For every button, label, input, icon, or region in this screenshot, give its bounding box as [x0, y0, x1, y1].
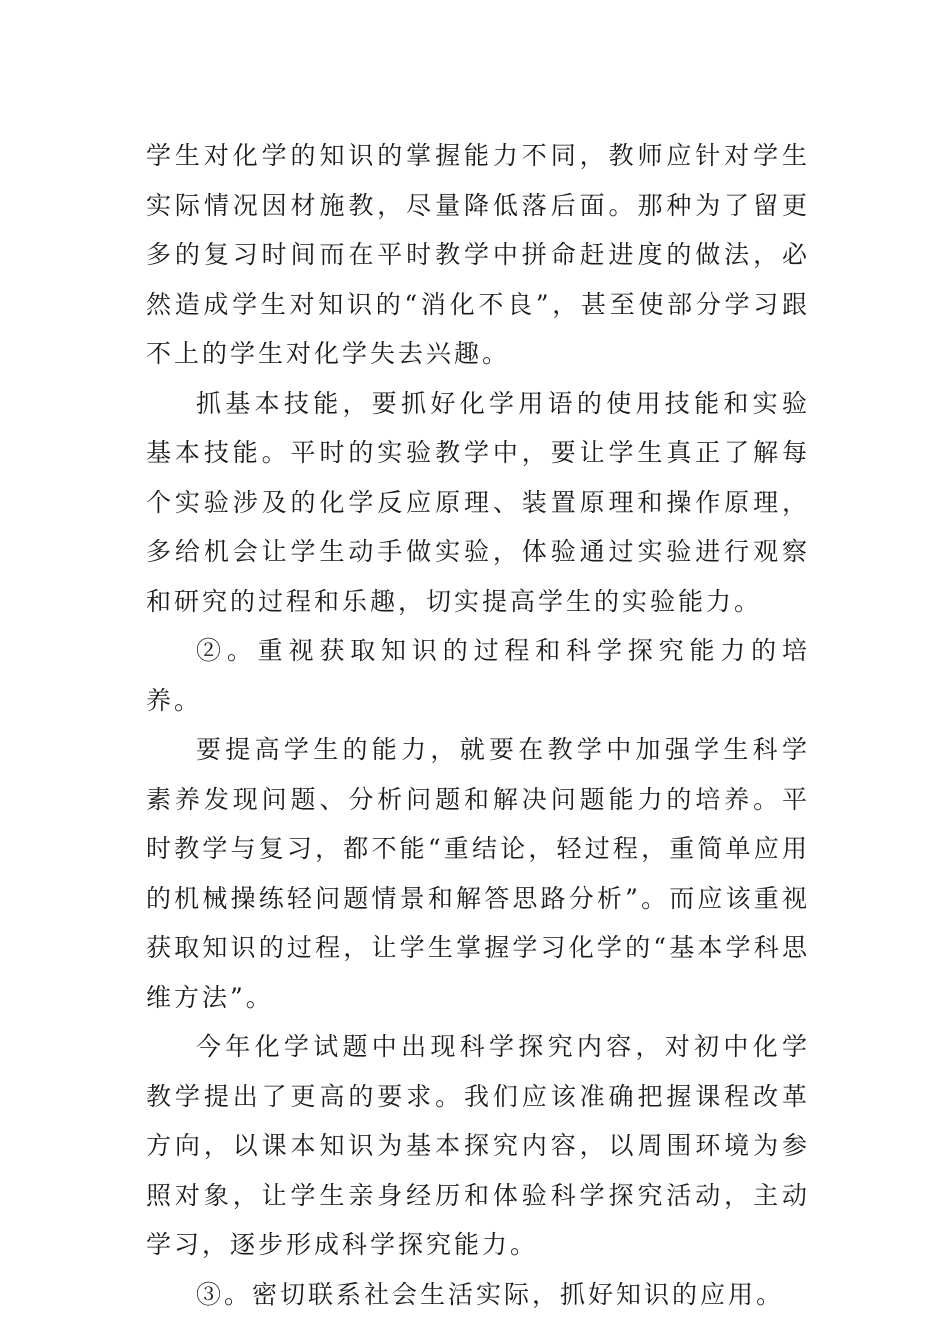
heading-point-3: ③。密切联系社会生活实际，抓好知识的应用。: [196, 1279, 785, 1309]
paragraph-continuation: 学生对化学的知识的掌握能力不同，教师应针对学生实际情况因材施教，尽量降低落后面。那种为了留更多的复习时间而在平时教学中拼命赶进度的做法，必然造成学生对知识的“消化不良”，甚至使部分学习跟不上的学生对化学失去兴趣。: [146, 141, 810, 368]
paragraph-basic-skills: 抓基本技能，要抓好化学用语的使用技能和实验基本技能。平时的实验教学中，要让学生真正了解每个实验涉及的化学反应原理、装置原理和操作原理，多给机会让学生动手做实验，体验通过实验进行观察和研究的过程和乐趣，切实提高学生的实验能力。: [146, 388, 810, 616]
document-body: [146, 131, 810, 1319]
heading-point-2: ②。重视获取知识的过程和科学探究能力的培养。: [146, 636, 810, 715]
paragraph-inquiry: 今年化学试题中出现科学探究内容，对初中化学教学提出了更高的要求。我们应该准确把握课程改革方向，以课本知识为基本探究内容，以周围环境为参照对象，让学生亲身经历和体验科学探究活动，主动学习，逐步形成科学探究能力。: [146, 1032, 810, 1259]
paragraph-ability: 要提高学生的能力，就要在教学中加强学生科学素养发现问题、分析问题和解决问题能力的培养。平时教学与复习，都不能“重结论，轻过程，重简单应用的机械操练轻问题情景和解答思路分析”。而应该重视获取知识的过程，让学生掌握学习化学的“基本学科思维方法”。: [146, 735, 810, 1012]
